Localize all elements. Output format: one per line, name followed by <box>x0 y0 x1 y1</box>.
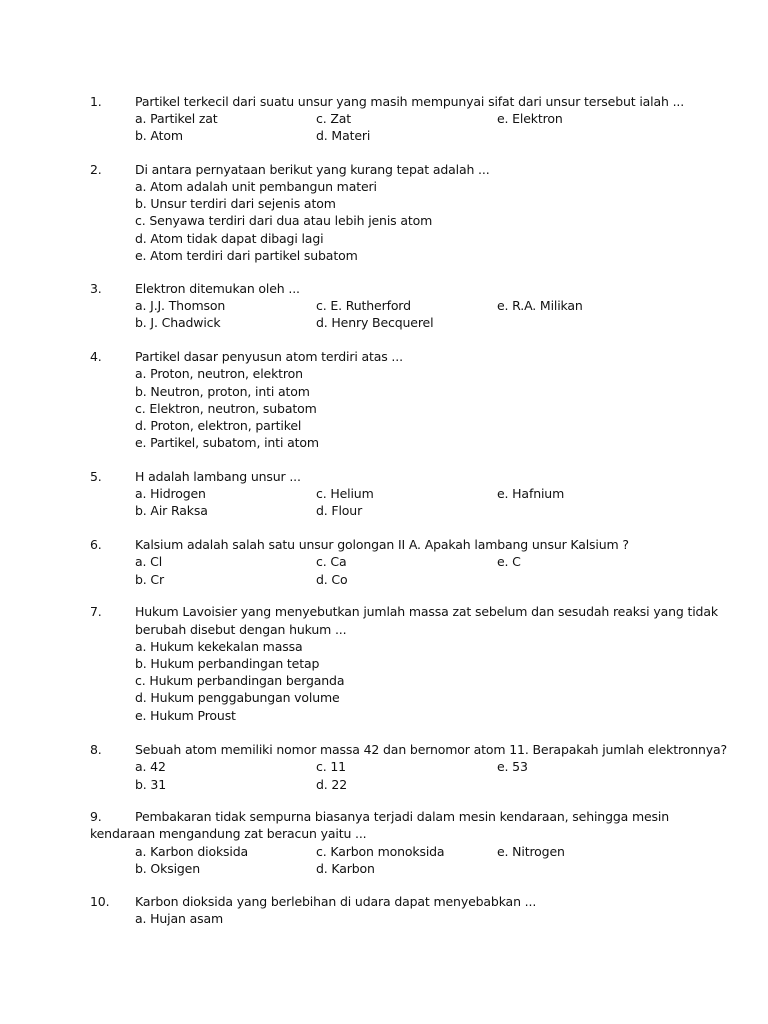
option-e: e. Nitrogen <box>497 844 565 859</box>
option-c: c. Helium <box>316 486 374 501</box>
option-a: a. J.J. Thomson <box>135 298 226 313</box>
option-c: c. Ca <box>316 554 347 569</box>
question-number: 1. <box>90 94 102 109</box>
option-b: b. Oksigen <box>135 861 200 876</box>
question-text: Partikel terkecil dari suatu unsur yang masih mempunyai sifat dari unsur tersebut ialah ... <box>135 94 685 109</box>
option-c: c. Karbon monoksida <box>316 844 445 859</box>
option-e: e. R.A. Milikan <box>497 298 583 313</box>
option-b: b. Unsur terdiri dari sejenis atom <box>135 196 336 211</box>
question-text: Partikel dasar penyusun atom terdiri atas ... <box>135 349 403 364</box>
option-b: b. Neutron, proton, inti atom <box>135 384 310 399</box>
question-text: Elektron ditemukan oleh ... <box>135 281 300 296</box>
option-e: e. Hukum Proust <box>135 708 236 723</box>
option-d: d. 22 <box>316 777 348 792</box>
question-number: 3. <box>90 281 102 296</box>
option-a: a. Hukum kekekalan massa <box>135 639 303 654</box>
question-number: 4. <box>90 349 102 364</box>
option-c: c. Hukum perbandingan berganda <box>135 673 345 688</box>
question-text: Hukum Lavoisier yang menyebutkan jumlah massa zat sebelum dan sesudah reaksi yang tidak <box>135 604 718 619</box>
option-a: a. Cl <box>135 554 163 569</box>
option-d: d. Materi <box>316 128 371 143</box>
option-e: e. Atom terdiri dari partikel subatom <box>135 248 358 263</box>
option-a: a. Proton, neutron, elektron <box>135 366 303 381</box>
option-b: b. 31 <box>135 777 167 792</box>
option-b: b. J. Chadwick <box>135 315 221 330</box>
question-number: 8. <box>90 742 102 757</box>
question-text: Kalsium adalah salah satu unsur golongan II A. Apakah lambang unsur Kalsium ? <box>135 537 629 552</box>
option-a: a. Hujan asam <box>135 911 224 926</box>
question-number: 6. <box>90 537 102 552</box>
option-b: b. Atom <box>135 128 183 143</box>
option-d: d. Co <box>316 572 348 587</box>
question-number: 2. <box>90 162 102 177</box>
question-number: 7. <box>90 604 102 619</box>
question-number: 10. <box>90 894 110 909</box>
option-e: e. Hafnium <box>497 486 565 501</box>
option-d: d. Hukum penggabungan volume <box>135 690 340 705</box>
option-b: b. Air Raksa <box>135 503 208 518</box>
question-text: Pembakaran tidak sempurna biasanya terjadi dalam mesin kendaraan, sehingga mesin <box>135 809 670 824</box>
question-number: 5. <box>90 469 102 484</box>
question-text: Karbon dioksida yang berlebihan di udara dapat menyebabkan ... <box>135 894 537 909</box>
option-c: c. Senyawa terdiri dari dua atau lebih jenis atom <box>135 213 433 228</box>
option-d: d. Proton, elektron, partikel <box>135 418 302 433</box>
option-d: d. Karbon <box>316 861 375 876</box>
option-c: c. 11 <box>316 759 346 774</box>
option-a: a. Atom adalah unit pembangun materi <box>135 179 377 194</box>
option-e: e. Partikel, subatom, inti atom <box>135 435 319 450</box>
question-text: Di antara pernyataan berikut yang kurang tepat adalah ... <box>135 162 490 177</box>
option-e: e. 53 <box>497 759 528 774</box>
option-b: b. Cr <box>135 572 164 587</box>
option-e: e. C <box>497 554 521 569</box>
question-number: 9. <box>90 809 102 824</box>
question-text: Sebuah atom memiliki nomor massa 42 dan bernomor atom 11. Berapakah jumlah elektronnya? <box>135 742 728 757</box>
option-d: d. Flour <box>316 503 363 518</box>
question-text: H adalah lambang unsur ... <box>135 469 301 484</box>
option-a: a. 42 <box>135 759 166 774</box>
option-a: a. Partikel zat <box>135 111 218 126</box>
option-b: b. Hukum perbandingan tetap <box>135 656 320 671</box>
option-d: d. Henry Becquerel <box>316 315 434 330</box>
option-e: e. Elektron <box>497 111 563 126</box>
option-c: c. Zat <box>316 111 352 126</box>
option-a: a. Hidrogen <box>135 486 206 501</box>
question-text-continued: berubah disebut dengan hukum ... <box>135 622 347 637</box>
option-d: d. Atom tidak dapat dibagi lagi <box>135 231 324 246</box>
question-text-continued: kendaraan mengandung zat beracun yaitu ... <box>90 826 367 841</box>
option-c: c. E. Rutherford <box>316 298 411 313</box>
option-a: a. Karbon dioksida <box>135 844 249 859</box>
option-c: c. Elektron, neutron, subatom <box>135 401 317 416</box>
